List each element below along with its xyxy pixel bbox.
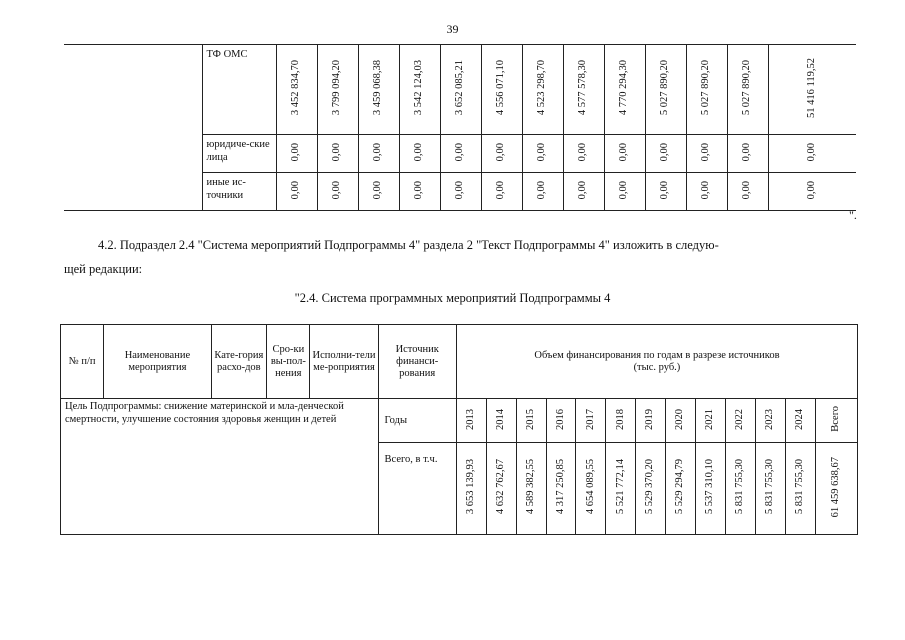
total-value: 5 831 755,30 — [734, 459, 746, 515]
year-cell: 2018 — [614, 408, 626, 430]
value-cell: 5 027 890,20 — [741, 60, 753, 116]
header-row — [61, 325, 858, 399]
value-cell: 3 452 834,70 — [290, 60, 302, 116]
total-value: 5 529 294,79 — [674, 459, 686, 515]
year-cell: 2013 — [465, 408, 477, 430]
total-value: 4 654 089,55 — [584, 459, 596, 515]
value-cell: 4 770 294,30 — [618, 60, 630, 116]
top-financing-table — [64, 44, 856, 211]
value-cell: 4 556 071,10 — [495, 60, 507, 116]
total-cell: 0,00 — [806, 142, 817, 162]
year-cell: 2024 — [793, 408, 805, 430]
closing-quote: ". — [849, 208, 857, 222]
year-cell: 2016 — [554, 408, 566, 430]
value-cell: 4 523 298,70 — [536, 60, 548, 116]
table-row — [61, 399, 858, 443]
year-cell: 2019 — [644, 408, 656, 430]
value-cell: 0,00 — [741, 142, 753, 162]
value-cell: 0,00 — [741, 180, 753, 200]
amendment-paragraph — [64, 233, 856, 281]
year-cell: 2015 — [524, 408, 536, 430]
paragraph-line-1: 4.2. Подраздел 2.4 "Система мероприятий Подпрограммы 4" раздела 2 "Текст Подпрограммы 4" изложить в следую- — [98, 238, 719, 252]
year-cell: 2017 — [584, 408, 596, 430]
source-cell: юридиче-ские лица — [202, 135, 276, 173]
source-cell: иные ис-точники — [202, 173, 276, 211]
year-cell: 2022 — [734, 408, 746, 430]
paragraph-line-2: щей редакции: — [64, 262, 143, 276]
value-cell: 0,00 — [331, 142, 343, 162]
blank-cell — [64, 45, 202, 211]
grand-total-value: 61 459 638,67 — [830, 456, 842, 518]
value-cell: 0,00 — [577, 180, 589, 200]
year-cell: 2020 — [674, 408, 686, 430]
value-cell: 0,00 — [618, 180, 630, 200]
total-value: 4 589 382,55 — [524, 459, 536, 515]
value-cell: 0,00 — [372, 180, 384, 200]
header-category: Кате-гория расхо-дов — [211, 325, 267, 399]
value-cell: 4 577 578,30 — [577, 60, 589, 116]
value-cell: 0,00 — [700, 142, 712, 162]
program-measures-table — [60, 324, 858, 535]
total-value: 4 632 762,67 — [494, 459, 506, 515]
header-executors: Исполни-тели ме-роприятия — [310, 325, 378, 399]
total-value: 5 529 370,20 — [644, 459, 656, 515]
year-cell: Всего — [830, 406, 842, 432]
header-num: № п/п — [61, 325, 104, 399]
value-cell: 0,00 — [536, 180, 548, 200]
year-cell: 2014 — [494, 408, 506, 430]
header-source: Источник финанси-рования — [378, 325, 456, 399]
total-value: 5 521 772,14 — [614, 459, 626, 515]
total-label: Всего, в т.ч. — [378, 443, 456, 535]
value-cell: 3 542 124,03 — [413, 60, 425, 116]
header-name: Наименование мероприятия — [104, 325, 211, 399]
value-cell: 5 027 890,20 — [659, 60, 671, 116]
year-cell: 2023 — [763, 408, 775, 430]
table-row — [64, 45, 856, 135]
value-cell: 0,00 — [331, 180, 343, 200]
section-heading: "2.4. Система программных мероприятий Подпрограммы 4 — [294, 291, 611, 305]
years-label: Годы — [378, 399, 456, 443]
value-cell: 0,00 — [659, 142, 671, 162]
value-cell: 0,00 — [495, 142, 507, 162]
header-terms: Сро-ки вы-пол-нения — [267, 325, 310, 399]
year-cell: 2021 — [704, 408, 716, 430]
value-cell: 0,00 — [290, 180, 302, 200]
value-cell: 0,00 — [659, 180, 671, 200]
value-cell: 0,00 — [536, 142, 548, 162]
value-cell: 0,00 — [454, 180, 466, 200]
value-cell: 0,00 — [413, 180, 425, 200]
value-cell: 5 027 890,20 — [700, 60, 712, 116]
value-cell: 0,00 — [290, 142, 302, 162]
value-cell: 3 799 094,20 — [331, 60, 343, 116]
total-value: 3 653 139,93 — [465, 459, 477, 515]
total-cell: 0,00 — [806, 180, 817, 200]
total-value: 5 831 755,30 — [763, 459, 775, 515]
value-cell: 0,00 — [618, 142, 630, 162]
value-cell: 0,00 — [577, 142, 589, 162]
value-cell: 3 459 068,38 — [372, 60, 384, 116]
value-cell: 0,00 — [495, 180, 507, 200]
page-number: 39 — [446, 22, 459, 36]
total-value: 4 317 250,85 — [554, 459, 566, 515]
source-cell: ТФ ОМС — [202, 45, 276, 135]
value-cell: 0,00 — [700, 180, 712, 200]
value-cell: 0,00 — [413, 142, 425, 162]
total-cell: 51 416 119,52 — [806, 58, 817, 118]
value-cell: 0,00 — [372, 142, 384, 162]
goal-cell: Цель Подпрограммы: снижение материнской и мла-денческой смертности, улучшение состояния здоровья женщин и детей — [61, 399, 379, 535]
total-value: 5 537 310,10 — [704, 459, 716, 515]
value-cell: 0,00 — [454, 142, 466, 162]
value-cell: 3 652 085,21 — [454, 60, 466, 116]
header-volume: Объем финансирования по годам в разрезе источников (тыс. руб.) — [456, 325, 857, 399]
total-value: 5 831 755,30 — [793, 459, 805, 515]
